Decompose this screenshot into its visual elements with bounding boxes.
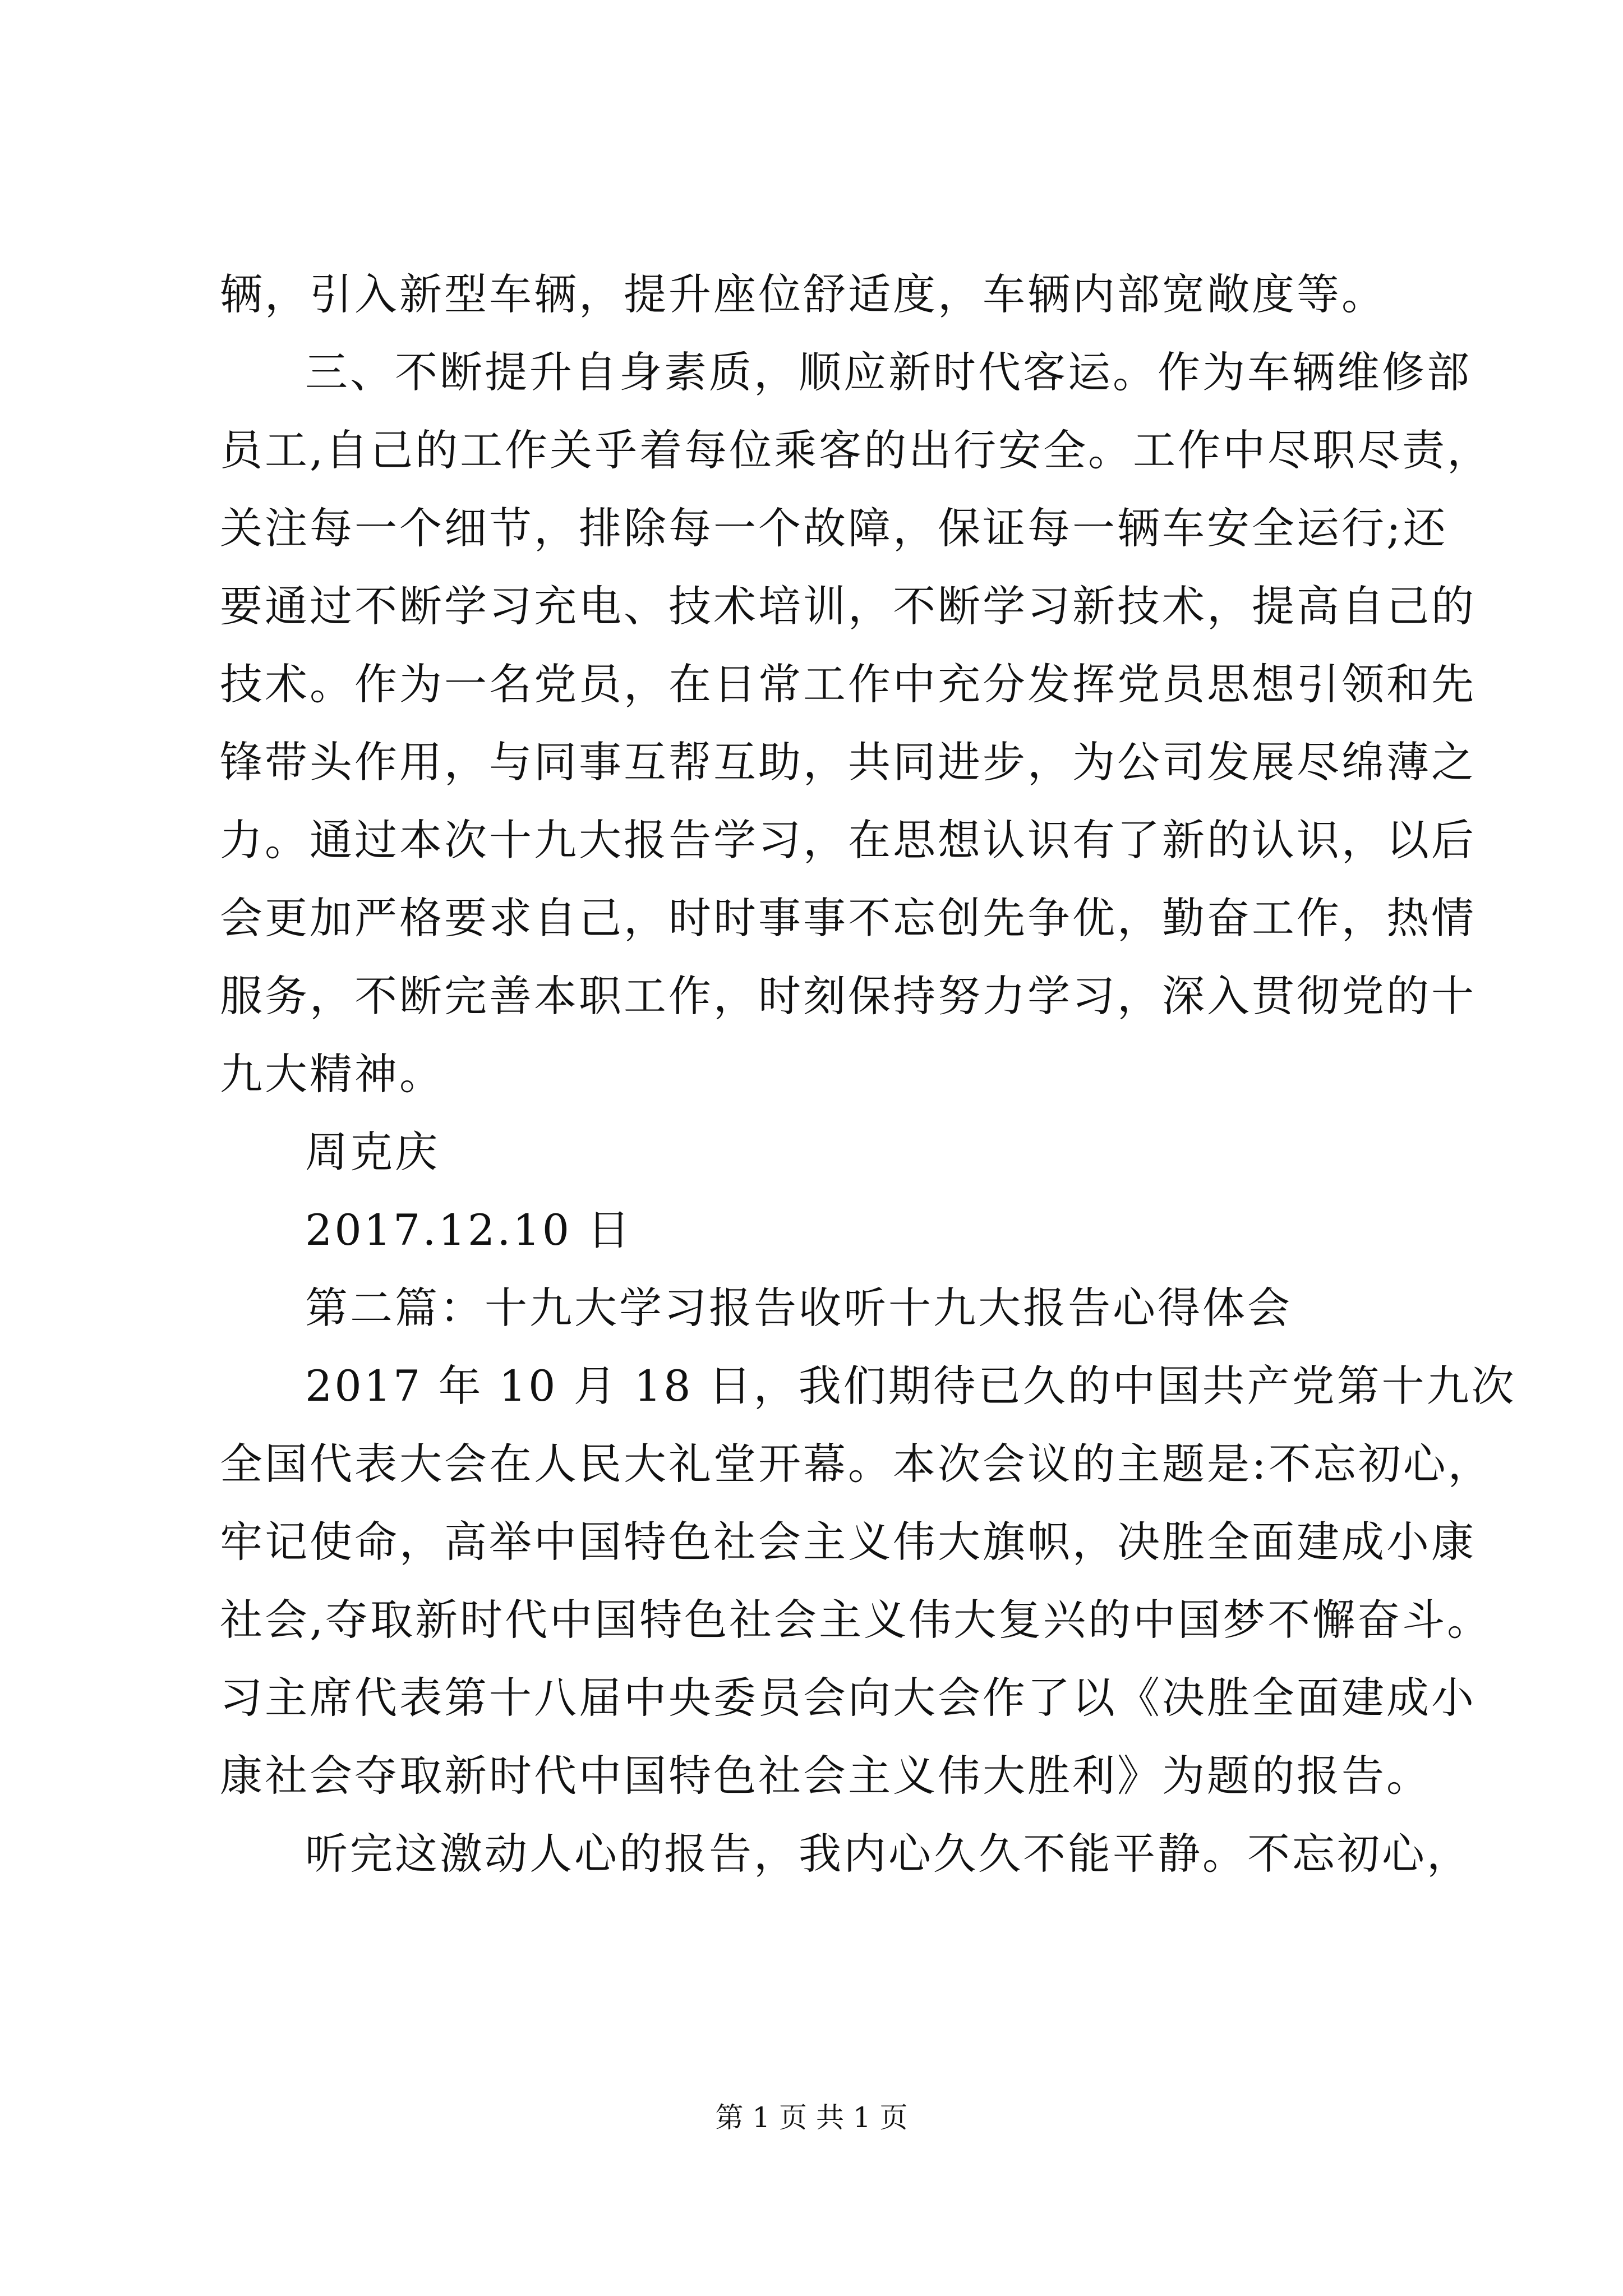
text-line: 习主席代表第十八届中央委员会向大会作了以《决胜全面建成小 [220,1673,1476,1723]
document-body [220,255,1516,1893]
text-line: 牢记使命，高举中国特色社会主义伟大旗帜，决胜全面建成小康 [220,1517,1476,1567]
text-line: 康社会夺取新时代中国特色社会主义伟大胜利》为题的报告。 [220,1751,1431,1801]
signature-name: 周克庆 [305,1127,440,1177]
section-heading: 第二篇：十九大学习报告收听十九大报告心得体会 [305,1283,1292,1333]
text-line: 辆，引入新型车辆，提升座位舒适度，车辆内部宽敞度等。 [220,269,1386,319]
text-line: 九大精神。 [220,1049,444,1099]
text-line: 会更加严格要求自己，时时事事不忘创先争优，勤奋工作，热情 [220,893,1476,943]
signature-date: 2017.12.10 日 [305,1205,633,1255]
text-line: 2017 年 10 月 18 日，我们期待已久的中国共产党第十九次 [305,1361,1516,1411]
text-line: 技术。作为一名党员，在日常工作中充分发挥党员思想引领和先 [220,659,1476,709]
text-line: 全国代表大会在人民大礼堂开幕。本次会议的主题是:不忘初心， [220,1439,1493,1489]
text-line: 服务，不断完善本职工作，时刻保持努力学习，深入贯彻党的十 [220,971,1476,1021]
text-line: 社会,夺取新时代中国特色社会主义伟大复兴的中国梦不懈奋斗。 [220,1595,1492,1645]
text-line: 锋带头作用，与同事互帮互助，共同进步，为公司发展尽绵薄之 [220,737,1476,787]
text-line: 听完这激动人心的报告，我内心久久不能平静。不忘初心， [305,1829,1472,1879]
page-number-footer: 第 1 页 共 1 页 [715,2101,908,2134]
text-line: 力。通过本次十九大报告学习，在思想认识有了新的认识，以后 [220,815,1476,865]
text-line: 三、不断提升自身素质，顺应新时代客运。作为车辆维修部 [305,347,1472,397]
text-line: 要通过不断学习充电、技术培训，不断学习新技术，提高自己的 [220,581,1476,631]
text-line: 员工,自己的工作关乎着每位乘客的出行安全。工作中尽职尽责， [220,425,1492,475]
text-line: 关注每一个细节，排除每一个故障，保证每一辆车安全运行;还 [220,503,1448,553]
